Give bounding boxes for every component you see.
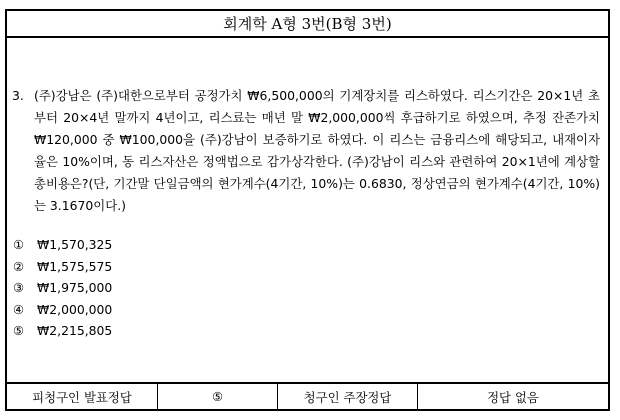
option-2-text: ₩1,575,575 [37, 258, 113, 274]
question-text: (주)강남은 (주)대한으로부터 공정가치 ₩6,500,000의 기계장치를 리스하였다. 리스기간은 20×1년 초부터 20×4년 말까지 4년이고, 리스료는 매년 말 ₩2,000,000씩 후급하기로 하였으며, 추정 잔존가치 ₩120,000 중 ₩100,000을 (주)강남이 보증하기로 하였다. 이 리스는 금융리스에 해당되고, 내재이자율은 10%이며, 동 리스자산은 정액법으로 감가상각한다. (주)강남이 리스와 관련하여 20×1년에 계상할 총비용은?(단, 기간말 단일금액의 현가계수(4기간, 10%)는 0.6830, 정상연금의 현가계수(4기간, 10%)는 3.1670이다.) [34, 88, 600, 213]
option-4-mark: ④ [13, 301, 25, 317]
respondent-answer-label: 피청구인 발표정답 [32, 389, 132, 405]
question-block [12, 85, 602, 217]
option-5 [13, 320, 112, 342]
option-3 [13, 277, 112, 299]
option-1-text: ₩1,570,325 [37, 237, 113, 252]
claimant-answer-value: 정답 없음 [417, 384, 608, 409]
page-title: 회계학 A형 3번(B형 3번) [7, 11, 608, 38]
question-frame [5, 9, 610, 411]
option-3-text: ₩1,975,000 [37, 280, 113, 296]
option-3-mark: ③ [13, 280, 25, 296]
respondent-answer-value: ⑤ [157, 384, 277, 409]
option-1-mark: ① [13, 237, 25, 252]
question-row [12, 85, 602, 217]
option-1 [13, 234, 112, 256]
option-2 [13, 256, 112, 278]
option-5-text: ₩2,215,805 [37, 323, 113, 339]
question-number: 3. [12, 88, 24, 103]
claimant-answer-label: 청구인 주장정답 [277, 384, 417, 409]
option-4 [13, 299, 112, 321]
answer-table [7, 382, 608, 409]
option-4-text: ₩2,000,000 [37, 301, 113, 317]
answer-options [13, 234, 112, 342]
option-2-mark: ② [13, 258, 25, 274]
option-5-mark: ⑤ [13, 323, 25, 339]
